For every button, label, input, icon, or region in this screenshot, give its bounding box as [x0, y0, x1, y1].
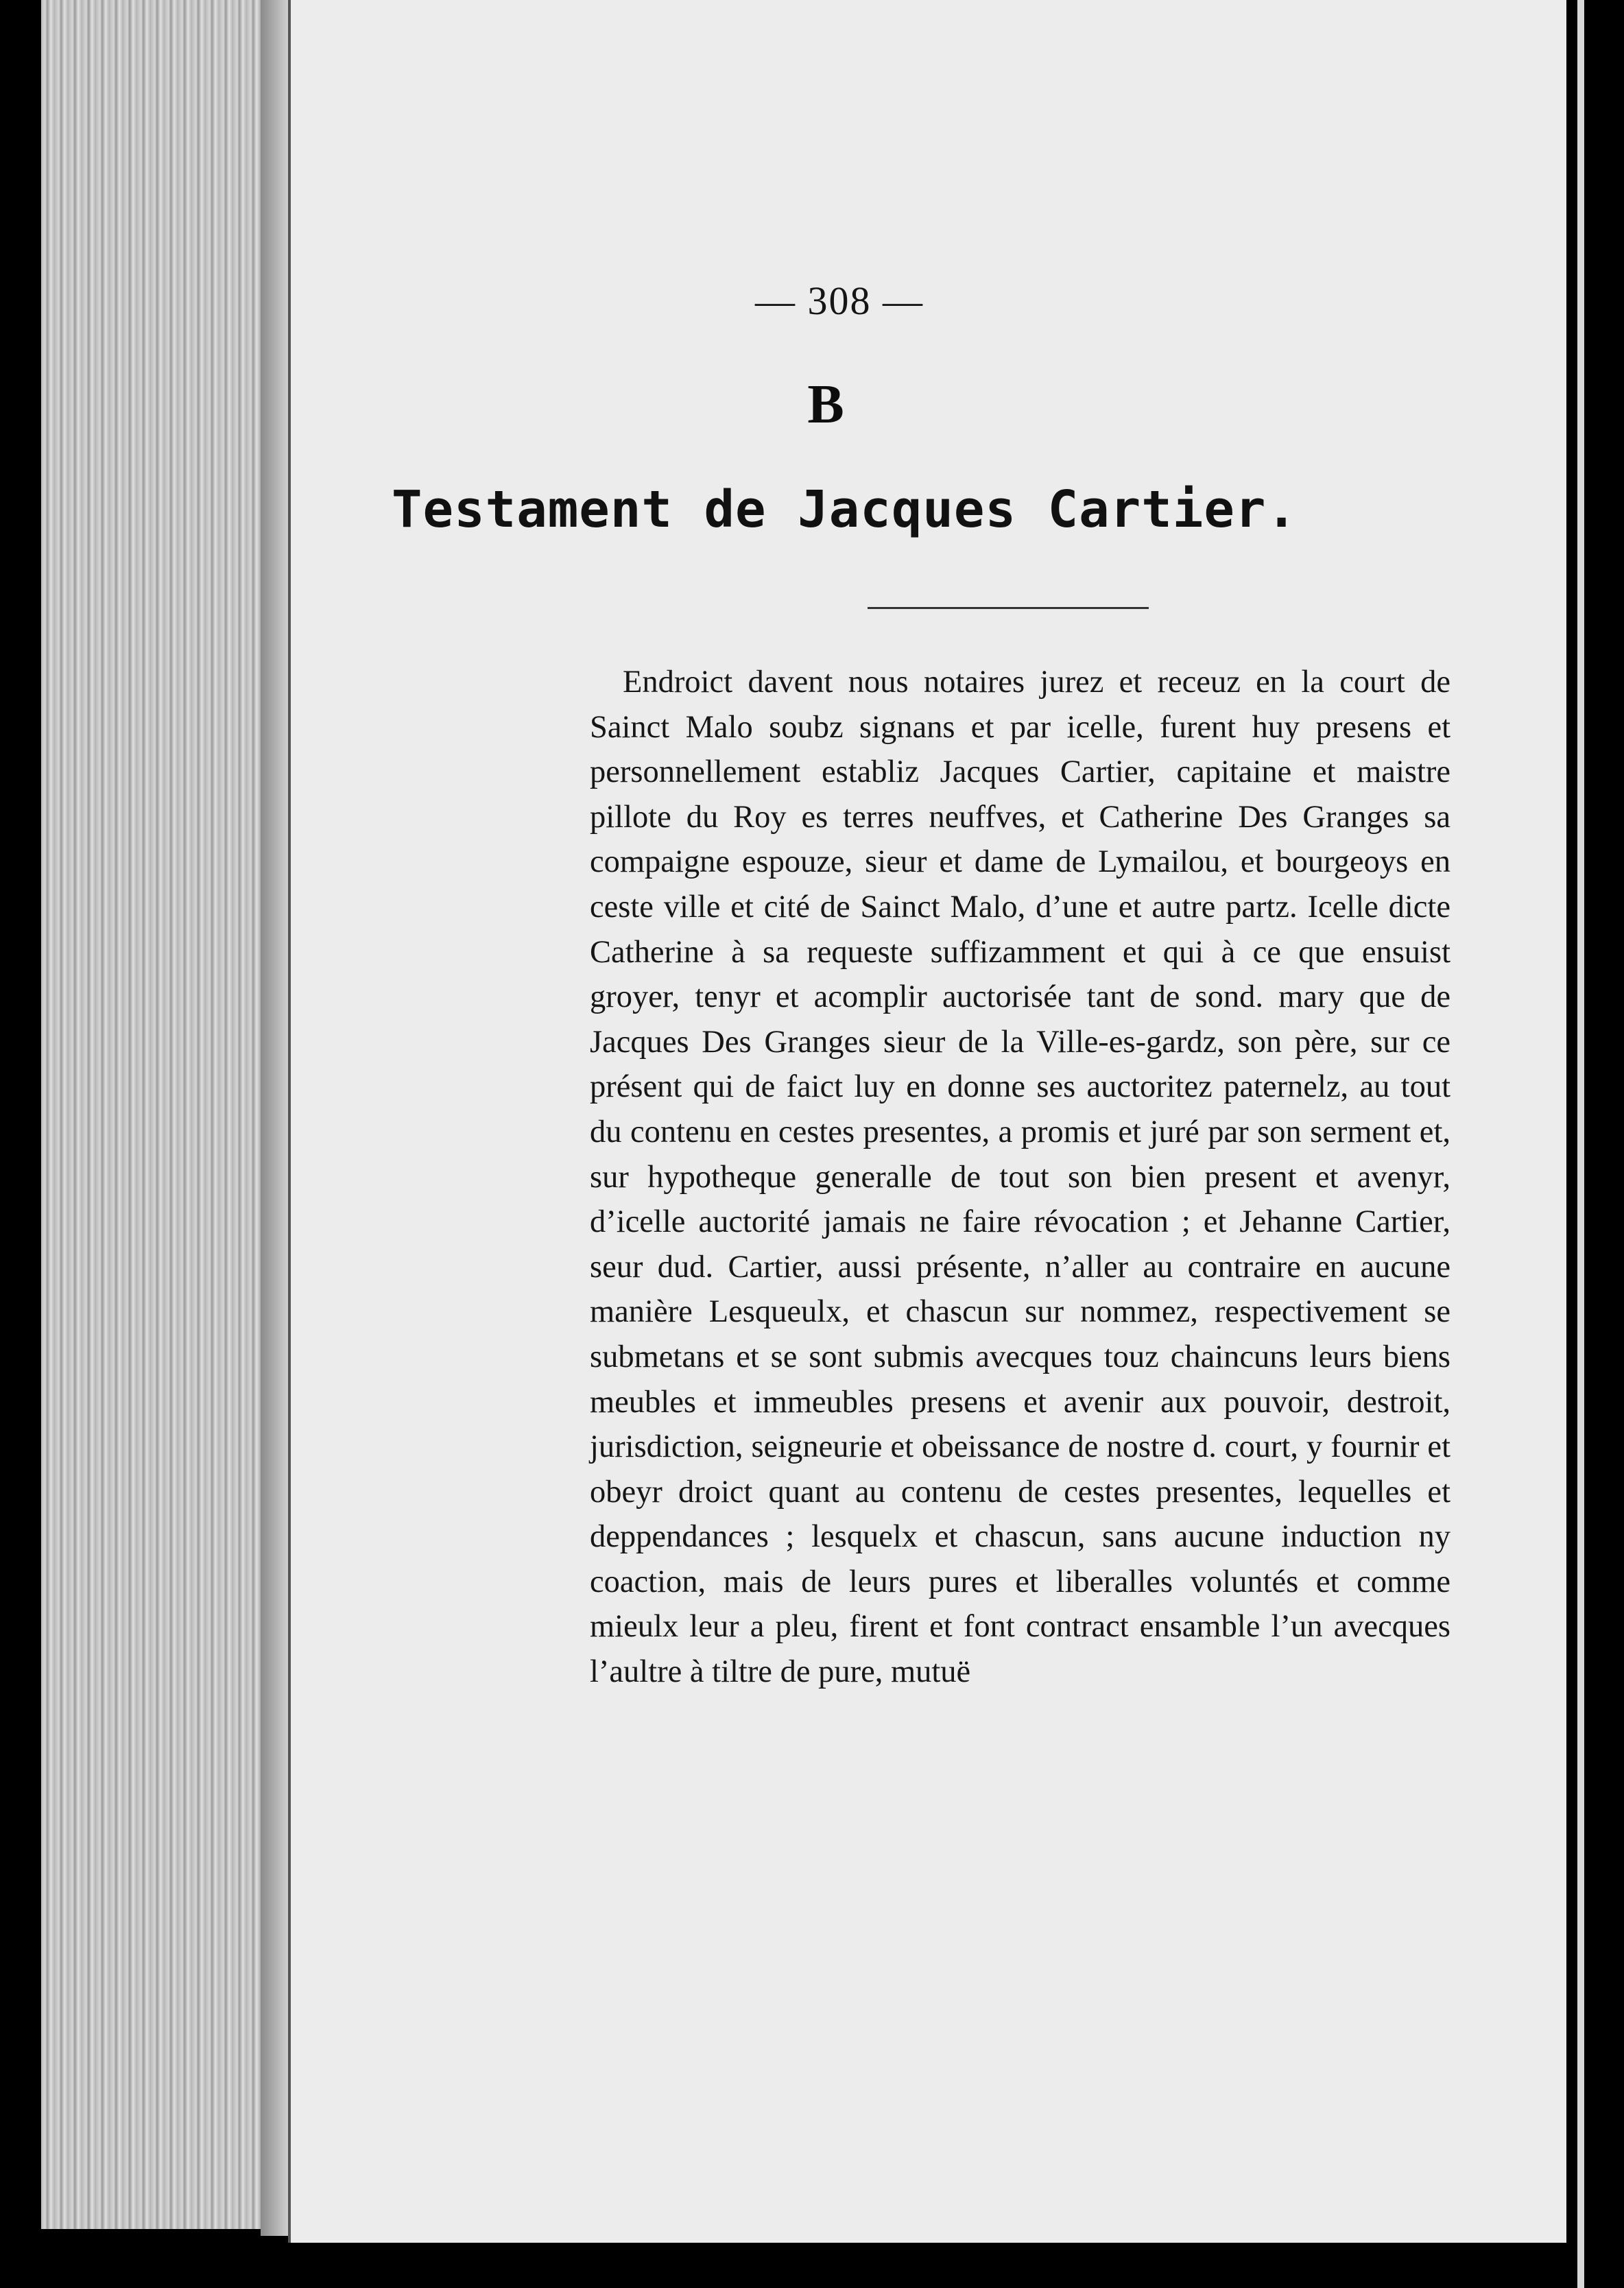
binding-shadow — [261, 0, 288, 2236]
stacked-page-edges — [41, 0, 288, 2229]
title-divider — [868, 607, 1149, 609]
section-letter: B — [807, 374, 844, 435]
page-number: — 308 — — [755, 278, 924, 323]
facing-page-edge — [1577, 0, 1584, 2288]
body-paragraph: Endroict davent nous notaires jurez et receuz en la court de Sainct Malo soubz signans et par icelle, furent huy presens et personnellement establiz Jacques Cartier, capitaine et maistre pillote du Roy es terres neuffves, et Catherine Des Granges sa compaigne espouze, sieur et dame de Lymailou, et bourgeoys en ceste ville et cité de Sainct Malo, d’une et autre partz. Icelle dicte Catherine à sa requeste suffizamment et qui à ce que ensuist groyer, tenyr et acomplir auctorisée tant de sond. mary que de Jacques Des Granges sieur de la Ville-es-gardz, son père, sur ce présent qui de faict luy en donne ses auctoritez paternelz, au tout du contenu en cestes presentes, a promis et juré par son serment et, sur hypotheque generalle de tout son bien present et avenyr, d’icelle auctorité jamais ne faire révocation ; et Jehanne Cartier, seur dud. Cartier, aussi présente, n’aller au contraire en aucune manière Lesqueulx, et chascun sur nommez, respectivement se submetans et se sont submis avecques touz chaincuns leurs biens meubles et immeubles presens et avenir aux pouvoir, destroit, jurisdiction, seigneurie et obeissance de nostre d. court, y fournir et obeyr droict quant au contenu de cestes presentes, lequelles et deppendances ; lesquelx et chascun, sans aucune induction ny coaction, mais de leurs pures et liberalles voluntés et comme mieulx leur a pleu, firent et font contract ensamble l’un avecques l’aultre à tiltre de pure, mutuë — [590, 665, 1450, 1690]
page-title: Testament de Jacques Cartier. — [391, 480, 1298, 539]
